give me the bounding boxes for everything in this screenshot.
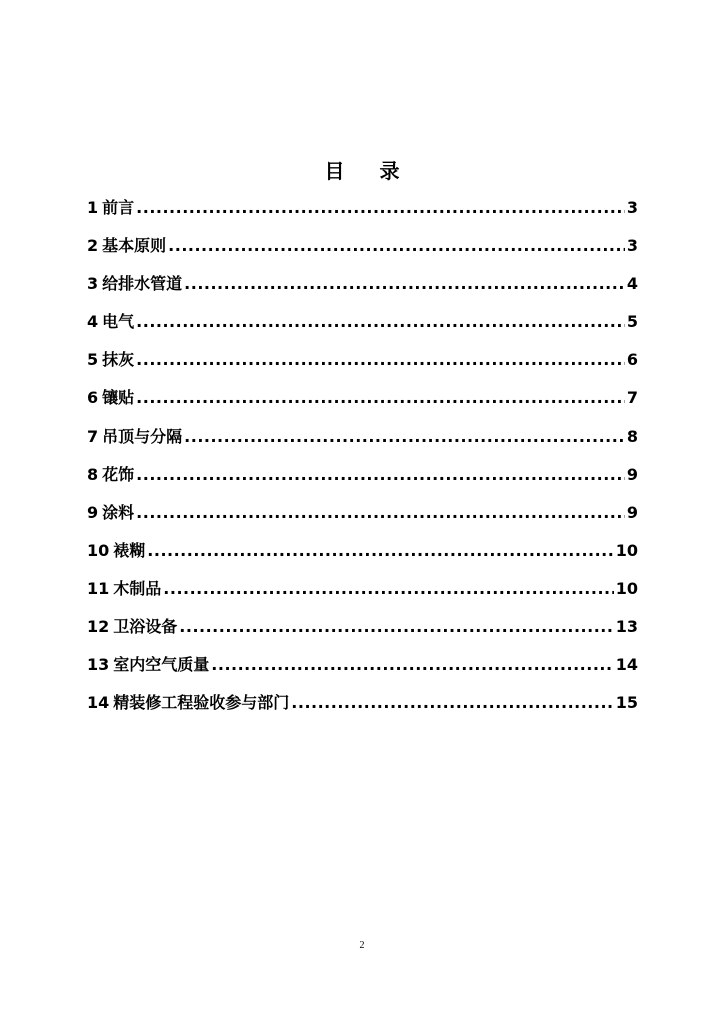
toc-dot-leader — [211, 653, 613, 677]
toc-title: 目 录 — [324, 159, 414, 183]
toc-entry-number: 5 — [87, 350, 99, 370]
toc-dot-leader — [136, 196, 625, 220]
toc-entry-page: 15 — [615, 693, 638, 713]
toc-dot-leader — [168, 234, 625, 258]
toc-entry[interactable] — [87, 310, 638, 348]
toc-entry[interactable] — [87, 615, 638, 653]
toc-dot-leader — [136, 386, 625, 410]
toc-entry[interactable] — [87, 386, 638, 424]
toc-dot-leader — [136, 463, 625, 487]
toc-entry[interactable] — [87, 577, 638, 615]
toc-entry-number: 8 — [87, 464, 99, 484]
toc-entry-page: 7 — [626, 388, 638, 408]
toc-entry-page: 6 — [626, 350, 638, 370]
toc-entry-page: 5 — [626, 312, 638, 332]
toc-entry-title: 前言 — [102, 198, 135, 217]
toc-entry-page: 14 — [615, 655, 638, 675]
toc-dot-leader — [291, 691, 613, 715]
toc-entry-page: 9 — [626, 464, 638, 484]
toc-entry-page: 9 — [626, 502, 638, 522]
toc-entry-number: 3 — [87, 274, 99, 294]
toc-entry-title: 涂料 — [102, 502, 135, 522]
toc-entry-number: 7 — [87, 426, 99, 446]
toc-entry-number: 12 — [87, 617, 110, 637]
toc-dot-leader — [136, 501, 625, 525]
toc-entry-title: 木制品 — [113, 578, 162, 598]
toc-entry-number: 9 — [87, 502, 99, 522]
toc-entry-number: 1 — [87, 198, 99, 217]
toc-entry-number: 2 — [87, 236, 99, 256]
toc-entry-title: 花饰 — [102, 464, 135, 484]
toc-entry-page: 10 — [615, 540, 638, 560]
toc-entry-title: 给排水管道 — [102, 274, 183, 294]
toc-dot-leader — [147, 539, 613, 563]
toc-entry-number: 4 — [87, 312, 99, 332]
toc-entry-page: 3 — [626, 198, 638, 217]
toc-dot-leader — [136, 348, 625, 372]
toc-entry[interactable] — [87, 501, 638, 539]
toc-entry-title: 抹灰 — [102, 350, 135, 370]
toc-entry-page: 4 — [626, 274, 638, 294]
toc-entry[interactable] — [87, 272, 638, 310]
toc-entry[interactable] — [87, 539, 638, 577]
toc-entry-number: 14 — [87, 693, 110, 713]
toc-dot-leader — [163, 577, 613, 601]
toc-entry-page: 10 — [615, 578, 638, 598]
toc-dot-leader — [179, 615, 613, 639]
toc-entry-title: 基本原则 — [102, 236, 167, 256]
toc-entry-title: 室内空气质量 — [113, 655, 210, 675]
toc-entry[interactable] — [87, 653, 638, 691]
toc-dot-leader — [136, 310, 625, 334]
toc-dot-leader — [184, 272, 625, 296]
toc-entry[interactable] — [87, 348, 638, 386]
toc-entry-title: 镶贴 — [102, 388, 135, 408]
toc-entry-number: 10 — [87, 540, 110, 560]
toc-entry[interactable] — [87, 234, 638, 272]
toc-entry-page: 13 — [615, 617, 638, 637]
toc-entry-page: 3 — [626, 236, 638, 256]
toc-entry-title: 电气 — [102, 312, 135, 332]
toc-entry[interactable] — [87, 425, 638, 463]
toc-entry[interactable] — [87, 691, 638, 729]
toc-entry-title: 卫浴设备 — [113, 617, 178, 637]
toc-entry-page: 8 — [626, 426, 638, 446]
toc-entry-number: 6 — [87, 388, 99, 408]
toc-list — [87, 196, 638, 729]
toc-entry-number: 13 — [87, 655, 110, 675]
toc-entry-title: 裱糊 — [113, 540, 146, 560]
toc-entry-title: 吊顶与分隔 — [102, 426, 183, 446]
toc-dot-leader — [184, 425, 625, 449]
toc-entry-title: 精装修工程验收参与部门 — [113, 693, 290, 713]
toc-entry-number: 11 — [87, 578, 110, 598]
page-number: 2 — [359, 940, 365, 951]
toc-entry[interactable] — [87, 463, 638, 501]
toc-entry[interactable] — [87, 196, 638, 234]
